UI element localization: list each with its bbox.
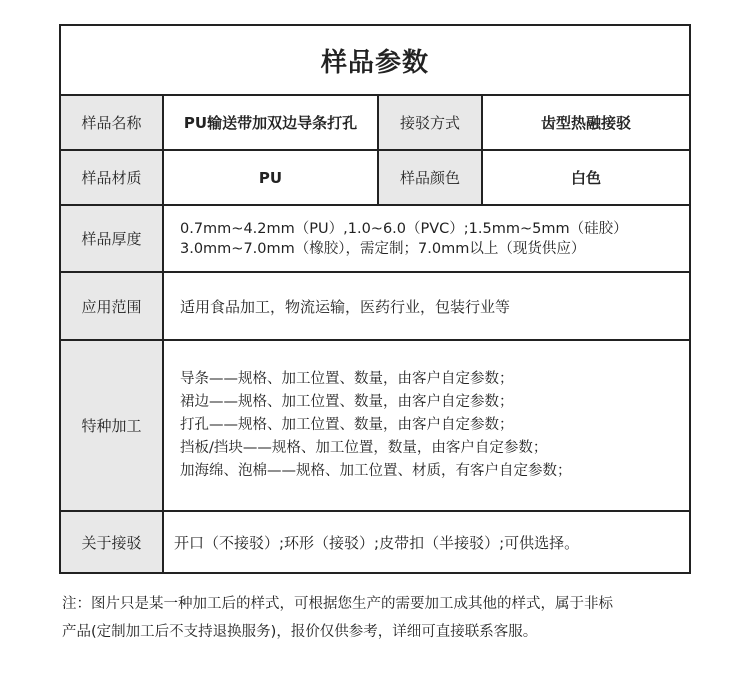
row-special-processing	[61, 341, 689, 512]
value-special-processing	[164, 341, 689, 510]
label-material: 样品材质	[61, 151, 164, 204]
value-sample-name: PU输送带加双边导条打孔	[183, 114, 358, 132]
value-material: PU	[258, 168, 283, 187]
special-line: 挡板/挡块——规格、加工位置，数量，由客户自定参数；	[180, 440, 548, 456]
footnote	[62, 590, 702, 646]
footnote-line: 注：图片只是某一种加工后的样式，可根据您生产的需要加工成其他的样式，属于非标	[62, 596, 613, 612]
row-application	[61, 273, 689, 341]
row-material	[61, 151, 689, 206]
value-color: 白色	[570, 169, 601, 187]
label-thickness: 样品厚度	[61, 206, 164, 271]
label-joint: 关于接驳	[61, 512, 164, 572]
special-line: 加海绵、泡棉——规格、加工位置、材质，有客户自定参数；	[180, 463, 572, 479]
value-joint: 开口（不接驳）;环形（接驳）;皮带扣（半接驳）;可供选择。	[174, 533, 580, 552]
label-joint-method: 接驳方式	[377, 96, 483, 149]
label-sample-name: 样品名称	[61, 96, 164, 149]
special-line: 打孔——规格、加工位置、数量，由客户自定参数；	[180, 417, 514, 433]
label-color: 样品颜色	[377, 151, 483, 204]
row-joint	[61, 512, 689, 572]
footnote-line: 产品(定制加工后不支持退换服务)，报价仅供参考，详细可直接联系客服。	[62, 624, 538, 640]
thickness-line: 0.7mm~4.2mm（PU）,1.0~6.0（PVC）;1.5mm~5mm（硅胶）	[180, 220, 628, 237]
spec-table	[59, 24, 691, 574]
special-line: 导条——规格、加工位置、数量，由客户自定参数；	[180, 371, 514, 387]
special-line: 裙边——规格、加工位置、数量，由客户自定参数；	[180, 394, 514, 410]
table-title: 样品参数	[61, 26, 689, 96]
value-application: 适用食品加工，物流运输，医药行业，包装行业等	[180, 297, 511, 316]
label-special-processing: 特种加工	[61, 341, 164, 510]
value-thickness	[164, 206, 689, 271]
value-joint-method: 齿型热融接驳	[540, 114, 631, 132]
thickness-line: 3.0mm~7.0mm（橡胶），需定制；7.0mm以上（现货供应）	[180, 240, 586, 257]
label-application: 应用范围	[61, 273, 164, 339]
row-thickness	[61, 206, 689, 273]
row-sample-name	[61, 96, 689, 151]
